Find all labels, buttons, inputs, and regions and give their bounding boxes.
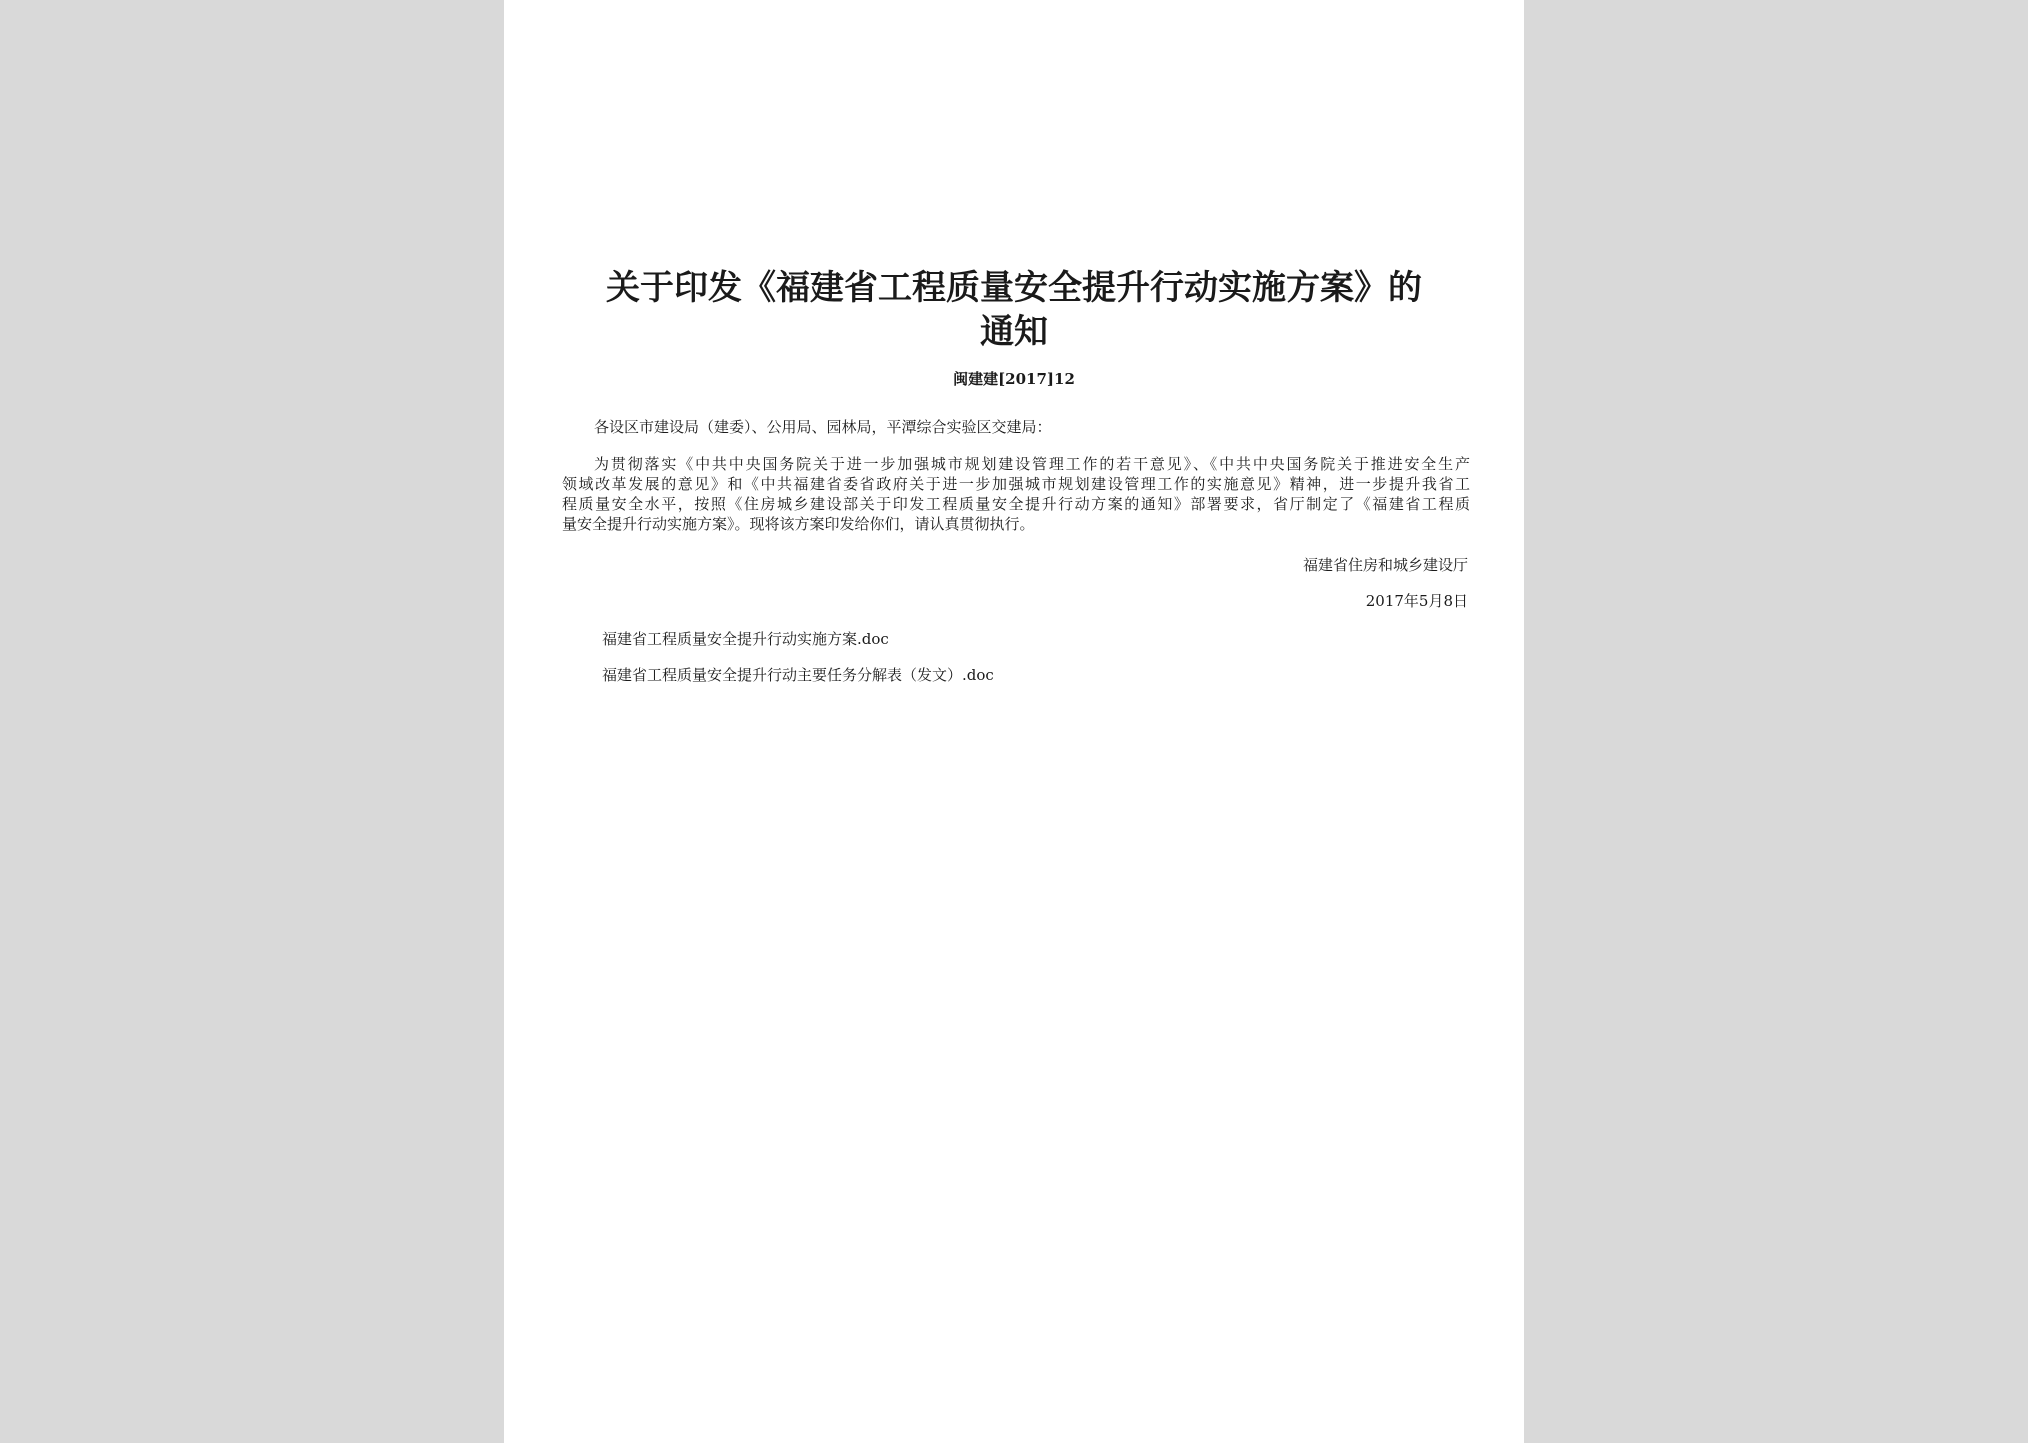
salutation: 各设区市建设局（建委）、公用局、园林局，平潭综合实验区交建局：: [594, 418, 1052, 436]
body-line-4: 量安全提升行动实施方案》。现将该方案印发给你们，请认真贯彻执行。: [562, 515, 1035, 533]
attachment-link-2[interactable]: 福建省工程质量安全提升行动主要任务分解表（发文）.doc: [602, 666, 994, 684]
body-line-3: 程质量安全水平，按照《住房城乡建设部关于印发工程质量安全提升行动方案的通知》部署要求，省厅制定了《福建省工程质: [562, 495, 1470, 513]
document-title-line-1: 关于印发《福建省工程质量安全提升行动实施方案》的: [606, 268, 1422, 308]
document-title-line-2: 通知: [980, 312, 1048, 352]
body-line-1: 为贯彻落实《中共中央国务院关于进一步加强城市规划建设管理工作的若干意见》、《中共中央国务院关于推进安全生产: [594, 455, 1470, 473]
attachment-link-1[interactable]: 福建省工程质量安全提升行动实施方案.doc: [602, 630, 889, 648]
issuer-signature: 福建省住房和城乡建设厅: [1302, 556, 1468, 574]
document-page: [504, 0, 1524, 1443]
issue-date: 2017年5月8日: [1365, 592, 1468, 610]
body-line-2: 领域改革发展的意见》和《中共福建省委省政府关于进一步加强城市规划建设管理工作的实施意见》精神，进一步提升我省工: [562, 475, 1470, 493]
document-number: 闽建建[2017]12: [953, 370, 1075, 388]
